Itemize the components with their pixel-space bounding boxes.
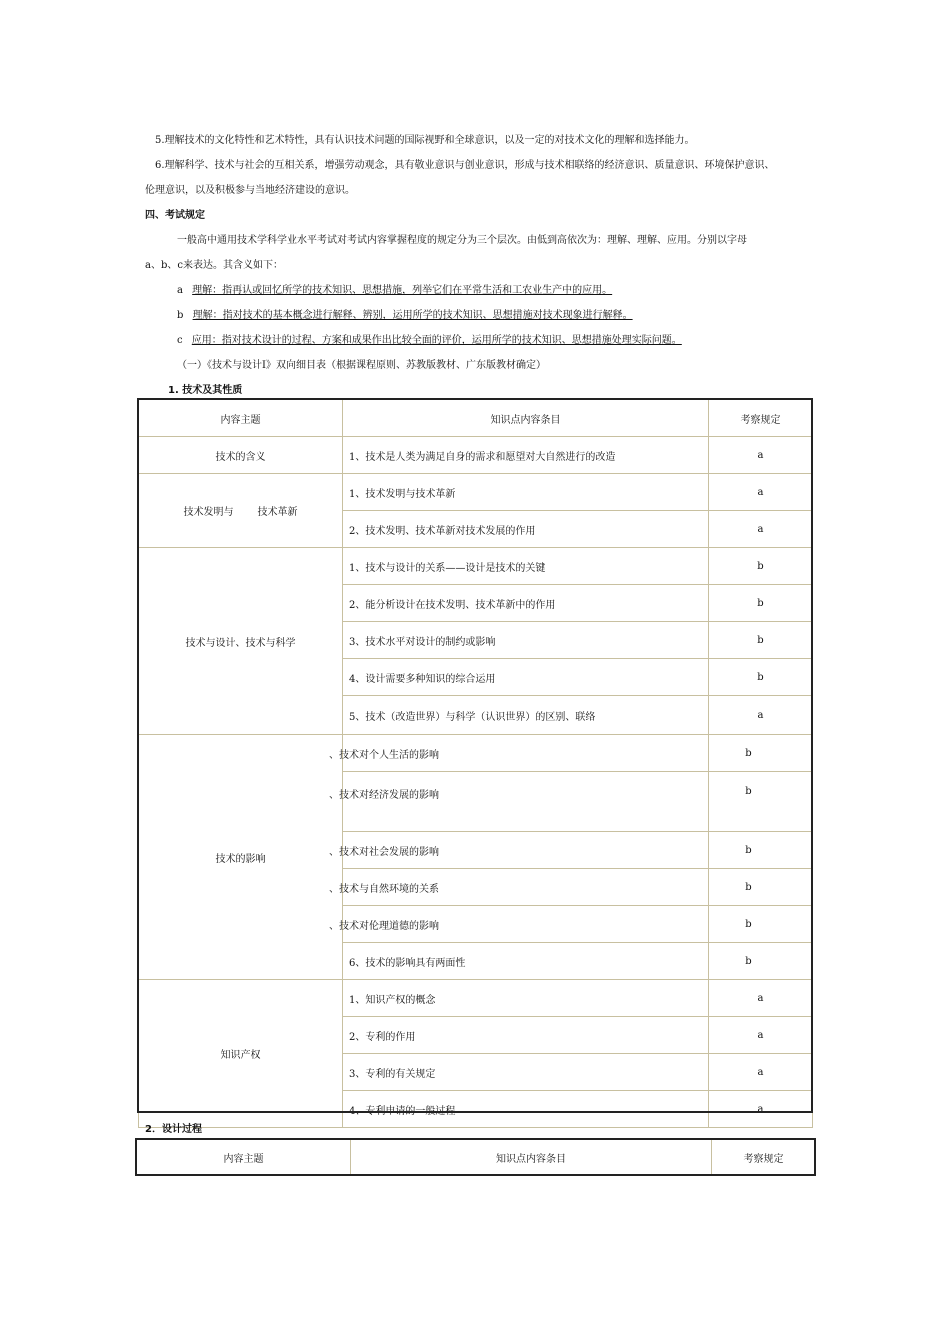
item-text: 、技术对经济发展的影响 bbox=[329, 790, 439, 801]
item-cell: 4、专利申请的一般过程 bbox=[343, 1091, 709, 1128]
level-cell: b bbox=[709, 548, 813, 585]
table-row bbox=[139, 735, 813, 772]
header-item: 知识点内容条目 bbox=[343, 400, 709, 437]
item-text: 、技术对个人生活的影响 bbox=[329, 749, 439, 761]
level-cell: b bbox=[709, 585, 813, 622]
topic-cell bbox=[139, 474, 343, 548]
level-c bbox=[177, 331, 682, 346]
level-cell: a bbox=[709, 474, 813, 511]
item-cell: 4、设计需要多种知识的综合运用 bbox=[343, 659, 709, 696]
level-c-text: 应用：指对技术设计的过程、方案和成果作出比较全面的评价，运用所学的技术知识、思想措施处理实际问题。 bbox=[191, 335, 682, 346]
item-cell: 5、技术（改造世界）与科学（认识世界）的区别、联络 bbox=[343, 696, 709, 735]
header-level: 考察规定 bbox=[712, 1140, 816, 1176]
topic-cell: 技术的含义 bbox=[139, 437, 343, 474]
item-cell bbox=[329, 832, 709, 869]
level-cell: a bbox=[709, 437, 813, 474]
level-cell: b bbox=[709, 869, 813, 906]
level-cell: b bbox=[709, 622, 813, 659]
item-cell: 3、技术水平对设计的制约或影响 bbox=[343, 622, 709, 659]
item-text: 、技术对伦理道德的影响 bbox=[329, 920, 439, 932]
item-cell: 6、技术的影响具有两面性 bbox=[343, 943, 709, 980]
level-cell: b bbox=[709, 943, 813, 980]
item-cell: 2、专利的作用 bbox=[343, 1017, 709, 1054]
item-text: 、技术对社会发展的影响 bbox=[329, 846, 439, 858]
level-b-letter: b bbox=[177, 310, 184, 321]
topic-part: 技术革新 bbox=[257, 507, 298, 518]
level-cell: a bbox=[709, 511, 813, 548]
level-cell: a bbox=[709, 1054, 813, 1091]
header-topic: 内容主题 bbox=[137, 1140, 351, 1176]
level-a-text: 理解：指再认或回忆所学的技术知识、思想措施，列举它们在平常生活和工农业生产中的应用。 bbox=[192, 285, 613, 296]
level-cell: b bbox=[709, 906, 813, 943]
paragraph-6-line-2: 伦理意识，以及积极参与当地经济建设的意识。 bbox=[145, 185, 355, 196]
table-row bbox=[139, 548, 813, 585]
table-row bbox=[139, 474, 813, 511]
item-cell: 1、技术是人类为满足自身的需求和愿望对大自然进行的改造 bbox=[343, 437, 709, 474]
item-text: 、技术与自然环境的关系 bbox=[329, 883, 439, 895]
topic-cell: 知识产权 bbox=[139, 980, 343, 1128]
header-topic: 内容主题 bbox=[139, 400, 343, 437]
level-cell: b bbox=[709, 659, 813, 696]
item-cell bbox=[329, 906, 709, 943]
subsection-1-heading: 1. 技术及其性质 bbox=[168, 385, 243, 396]
topic-cell: 技术与设计、技术与科学 bbox=[139, 548, 343, 735]
section-4-heading: 四、考试规定 bbox=[145, 210, 205, 221]
item-cell: 2、能分析设计在技术发明、技术革新中的作用 bbox=[343, 585, 709, 622]
item-cell: 1、技术与设计的关系——设计是技术的关键 bbox=[343, 548, 709, 585]
level-b bbox=[177, 306, 633, 321]
level-cell: a bbox=[709, 980, 813, 1017]
paragraph-6-line-1: 6.理解科学、技术与社会的互相关系，增强劳动观念，具有敬业意识与创业意识，形成与技术相联络的经济意识、质量意识、环境保护意识、 bbox=[155, 160, 775, 171]
level-cell: a bbox=[709, 1091, 813, 1128]
level-cell: b bbox=[709, 772, 813, 832]
topic-cell: 技术的影响 bbox=[139, 735, 343, 980]
table-design-process bbox=[136, 1139, 816, 1176]
level-a-letter: a bbox=[177, 285, 183, 296]
item-cell bbox=[329, 735, 709, 772]
level-cell: a bbox=[709, 1017, 813, 1054]
intro-line-2: a、b、c来表达。其含义如下： bbox=[145, 260, 283, 271]
item-cell: 1、技术发明与技术革新 bbox=[343, 474, 709, 511]
table-technology-nature bbox=[138, 399, 813, 1128]
item-cell: 3、专利的有关规定 bbox=[343, 1054, 709, 1091]
item-cell: 1、知识产权的概念 bbox=[343, 980, 709, 1017]
paragraph-5: 5.理解技术的文化特性和艺术特性，具有认识技术问题的国际视野和全球意识，以及一定的对技术文化的理解和选择能力。 bbox=[155, 135, 695, 146]
header-level: 考察规定 bbox=[709, 400, 813, 437]
level-cell: b bbox=[709, 735, 813, 772]
table-row bbox=[139, 980, 813, 1017]
topic-part: 技术发明与 bbox=[183, 507, 234, 518]
table-header-row bbox=[139, 400, 813, 437]
intro-line-1: 一般高中通用技术学科学业水平考试对考试内容掌握程度的规定分为三个层次。由低到高依次为：理解、理解、应用。分别以字母 bbox=[177, 235, 747, 246]
header-item: 知识点内容条目 bbox=[351, 1140, 712, 1176]
table-row bbox=[139, 437, 813, 474]
item-cell: 2、技术发明、技术革新对技术发展的作用 bbox=[343, 511, 709, 548]
level-cell: a bbox=[709, 696, 813, 735]
subsection-2-heading: 2．设计过程 bbox=[145, 1124, 202, 1135]
table-caption: （一）《技术与设计Ⅰ》双向细目表（根据课程原则、苏教版教材、广东版教材确定） bbox=[177, 360, 546, 371]
level-a bbox=[177, 281, 612, 296]
table-header-row bbox=[137, 1140, 816, 1176]
item-cell bbox=[329, 869, 709, 906]
level-b-text: 理解：指对技术的基本概念进行解释、辨别，运用所学的技术知识、思想措施对技术现象进行解释。 bbox=[192, 310, 633, 321]
level-cell: b bbox=[709, 832, 813, 869]
level-c-letter: c bbox=[177, 335, 183, 346]
item-cell bbox=[329, 772, 709, 832]
